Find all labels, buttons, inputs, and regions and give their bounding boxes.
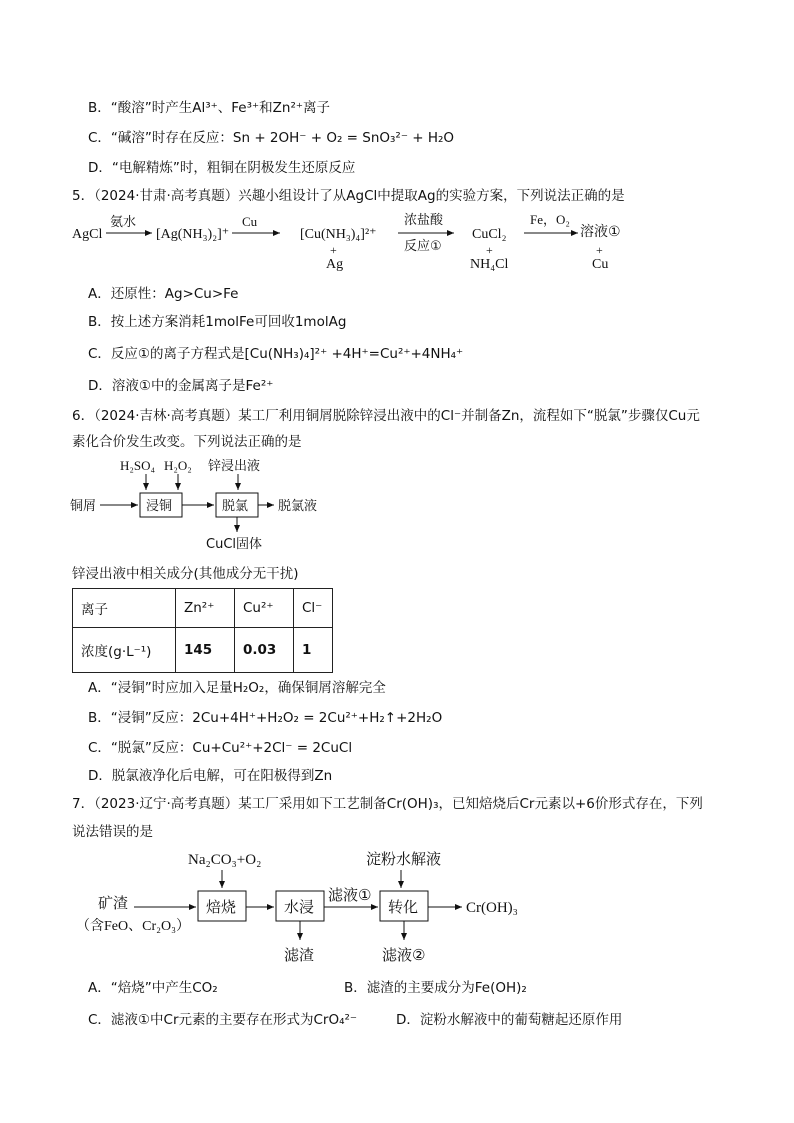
q7-option-d: D．淀粉水解液中的葡萄糖起还原作用 xyxy=(396,1012,623,1028)
q6-box-leaching-label: 浸铜 xyxy=(146,499,173,514)
table-cell: 浓度(g·L⁻¹) xyxy=(73,628,176,673)
q5-species-cucl2: CuCl₂ xyxy=(472,227,507,242)
q6-flow-diagram xyxy=(68,452,368,562)
q5-species-agcl: AgCl xyxy=(72,227,103,242)
q7-option-a: A．“焙烧”中产生CO₂ xyxy=(88,980,218,996)
q5-plus-1: + xyxy=(330,243,337,257)
q5-species-cu-complex: [Cu(NH₃)₄]²⁺ xyxy=(300,227,377,242)
q5-reaction-1-label: 反应① xyxy=(404,239,442,254)
q6-option-d: D．脱氯液净化后电解，可在阳极得到Zn xyxy=(88,768,333,784)
q7-box-conversion-label: 转化 xyxy=(388,898,419,916)
q4-option-c: C．“碱溶”时存在反应：Sn + 2OH⁻ + O₂ = SnO₃²⁻ + H₂O xyxy=(88,130,455,146)
q7-input-na2co3-o2: Na₂CO₃+O₂ xyxy=(188,852,262,868)
table-cell: 1 xyxy=(294,628,333,673)
q5-plus-2: + xyxy=(486,243,493,257)
q7-option-c: C．滤液①中Cr元素的主要存在形式为CrO₄²⁻ xyxy=(88,1012,358,1028)
q6-option-a: A．“浸铜”时应加入足量H₂O₂，确保铜屑溶解完全 xyxy=(88,680,386,696)
q4-option-b: B．“酸溶”时产生Al³⁺、Fe³⁺和Zn²⁺离子 xyxy=(88,100,330,116)
q6-input-h2so4: H₂SO₄ xyxy=(120,458,156,473)
q6-output-dechlorinated-liquid: 脱氯液 xyxy=(278,499,318,514)
table-cell: Zn²⁺ xyxy=(176,589,235,628)
q5-option-c: C．反应①的离子方程式是[Cu(NH₃)₄]²⁺ +4H⁺=Cu²⁺+4NH₄⁺ xyxy=(88,346,464,362)
q5-species-nh4cl: NH₄Cl xyxy=(470,257,509,272)
q6-option-c: C．“脱氯”反应：Cu+Cu²⁺+2Cl⁻ = 2CuCl xyxy=(88,740,353,756)
q6-concentration-table xyxy=(72,588,333,673)
q7-filtrate-2: 滤液② xyxy=(382,946,426,964)
q6-option-b: B．“浸铜”反应：2Cu+4H⁺+H₂O₂ = 2Cu²⁺+H₂↑+2H₂O xyxy=(88,710,443,726)
q5-reagent-hcl: 浓盐酸 xyxy=(404,213,444,228)
q4-option-d: D．“电解精炼”时，粗铜在阴极发生还原反应 xyxy=(88,160,356,176)
q6-start-copper-scraps: 铜屑 xyxy=(70,499,97,514)
table-cell: 离子 xyxy=(73,589,176,628)
q7-box-roasting-label: 焙烧 xyxy=(206,898,237,916)
q7-option-b: B．滤渣的主要成分为Fe(OH)₂ xyxy=(344,980,527,996)
q7-start-ore-slag: 矿渣 xyxy=(98,894,129,912)
q5-reagent-fe-o2: Fe，O₂ xyxy=(530,212,570,227)
q7-product-croh3: Cr(OH)₃ xyxy=(466,900,518,916)
q6-table-caption: 锌浸出液中相关成分(其他成分无干扰) xyxy=(72,566,299,582)
table-cell: Cl⁻ xyxy=(294,589,333,628)
q7-box-water-leaching-label: 水浸 xyxy=(284,898,315,916)
table-row xyxy=(73,589,333,628)
q5-plus-3: + xyxy=(596,243,603,257)
q7-start-ore-composition: （含FeO、Cr₂O₃） xyxy=(76,919,190,934)
q5-species-ag-complex: [Ag(NH₃)₂]⁺ xyxy=(156,227,230,242)
q6-input-h2o2: H₂O₂ xyxy=(164,458,192,473)
q5-reagent-ammonia: 氨水 xyxy=(110,215,137,230)
q6-box-dechlorination-label: 脱氯 xyxy=(222,499,249,514)
q5-reaction-scheme xyxy=(68,206,668,276)
q5-stem: 5．（2024·甘肃·高考真题）兴趣小组设计了从AgCl中提取Ag的实验方案，下列说法正确的是 xyxy=(72,188,625,204)
q7-filtrate-1: 滤液① xyxy=(328,886,372,904)
q6-output-cucl-solid: CuCl固体 xyxy=(206,537,263,552)
q5-reagent-cu: Cu xyxy=(242,214,258,229)
q7-waste-residue: 滤渣 xyxy=(284,946,315,964)
q5-species-cu: Cu xyxy=(592,257,609,272)
q6-stem-line-2: 素化合价发生改变。下列说法正确的是 xyxy=(72,434,302,450)
q5-solution-1: 溶液① xyxy=(580,224,621,240)
q5-species-ag: Ag xyxy=(326,257,344,272)
q6-input-zinc-leachate: 锌浸出液 xyxy=(208,459,261,474)
q5-option-d: D．溶液①中的金属离子是Fe²⁺ xyxy=(88,378,274,394)
q7-input-starch-hydrolysate: 淀粉水解液 xyxy=(366,850,442,868)
table-cell: 0.03 xyxy=(235,628,294,673)
q5-option-a: A．还原性：Ag>Cu>Fe xyxy=(88,286,239,302)
table-cell: Cu²⁺ xyxy=(235,589,294,628)
q7-flow-diagram xyxy=(76,844,536,972)
table-row xyxy=(73,628,333,673)
q6-stem-line-1: 6．（2024·吉林·高考真题）某工厂利用铜屑脱除锌浸出液中的Cl⁻并制备Zn，流程如下“脱氯”步骤仅Cu元 xyxy=(72,408,700,424)
q5-option-b: B．按上述方案消耗1molFe可回收1molAg xyxy=(88,314,347,330)
q7-stem-line-1: 7．（2023·辽宁·高考真题）某工厂采用如下工艺制备Cr(OH)₃，已知焙烧后Cr元素以+6价形式存在，下列 xyxy=(72,796,703,812)
q7-stem-line-2: 说法错误的是 xyxy=(72,824,153,840)
table-cell: 145 xyxy=(176,628,235,673)
